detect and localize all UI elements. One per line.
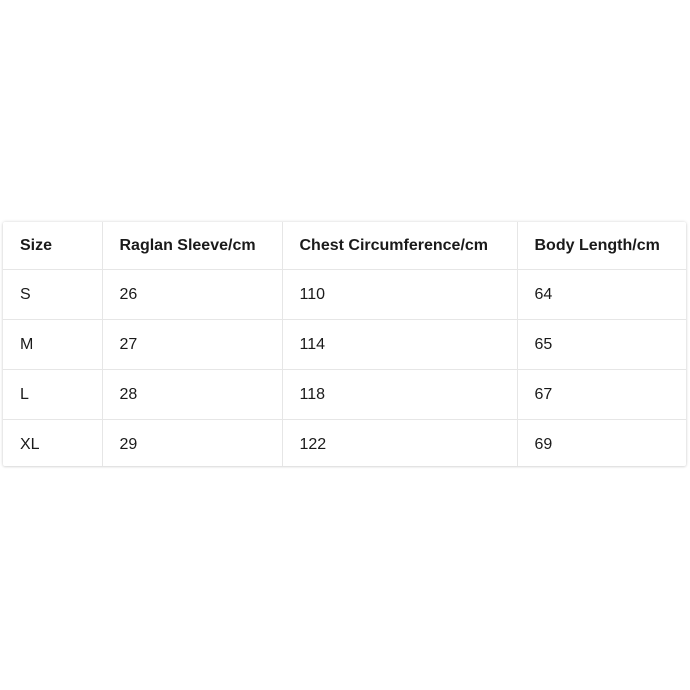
cell-raglan-sleeve: 29	[102, 420, 282, 467]
cell-body-length: 64	[517, 270, 686, 320]
cell-raglan-sleeve: 26	[102, 270, 282, 320]
cell-size: L	[3, 370, 102, 420]
table-row	[3, 420, 686, 467]
cell-size: S	[3, 270, 102, 320]
size-chart-table	[3, 222, 686, 466]
cell-chest-circumference: 114	[282, 320, 517, 370]
size-chart-card	[3, 222, 686, 466]
header-body-length: Body Length/cm	[517, 222, 686, 270]
cell-chest-circumference: 118	[282, 370, 517, 420]
table-row	[3, 270, 686, 320]
cell-body-length: 67	[517, 370, 686, 420]
cell-body-length: 69	[534, 435, 553, 453]
table-row	[3, 370, 686, 420]
cell-size: XL	[3, 420, 102, 467]
cell-raglan-sleeve: 27	[102, 320, 282, 370]
cell-chest-circumference: 110	[282, 270, 517, 320]
cell-size: M	[3, 320, 102, 370]
cell-chest-circumference: 122	[282, 420, 517, 467]
cell-body-length: 65	[517, 320, 686, 370]
table-header-row	[3, 222, 686, 270]
cell-raglan-sleeve: 28	[102, 370, 282, 420]
header-chest-circumference: Chest Circumference/cm	[282, 222, 517, 270]
header-raglan-sleeve: Raglan Sleeve/cm	[102, 222, 282, 270]
table-row	[3, 320, 686, 370]
header-size: Size	[3, 222, 102, 270]
